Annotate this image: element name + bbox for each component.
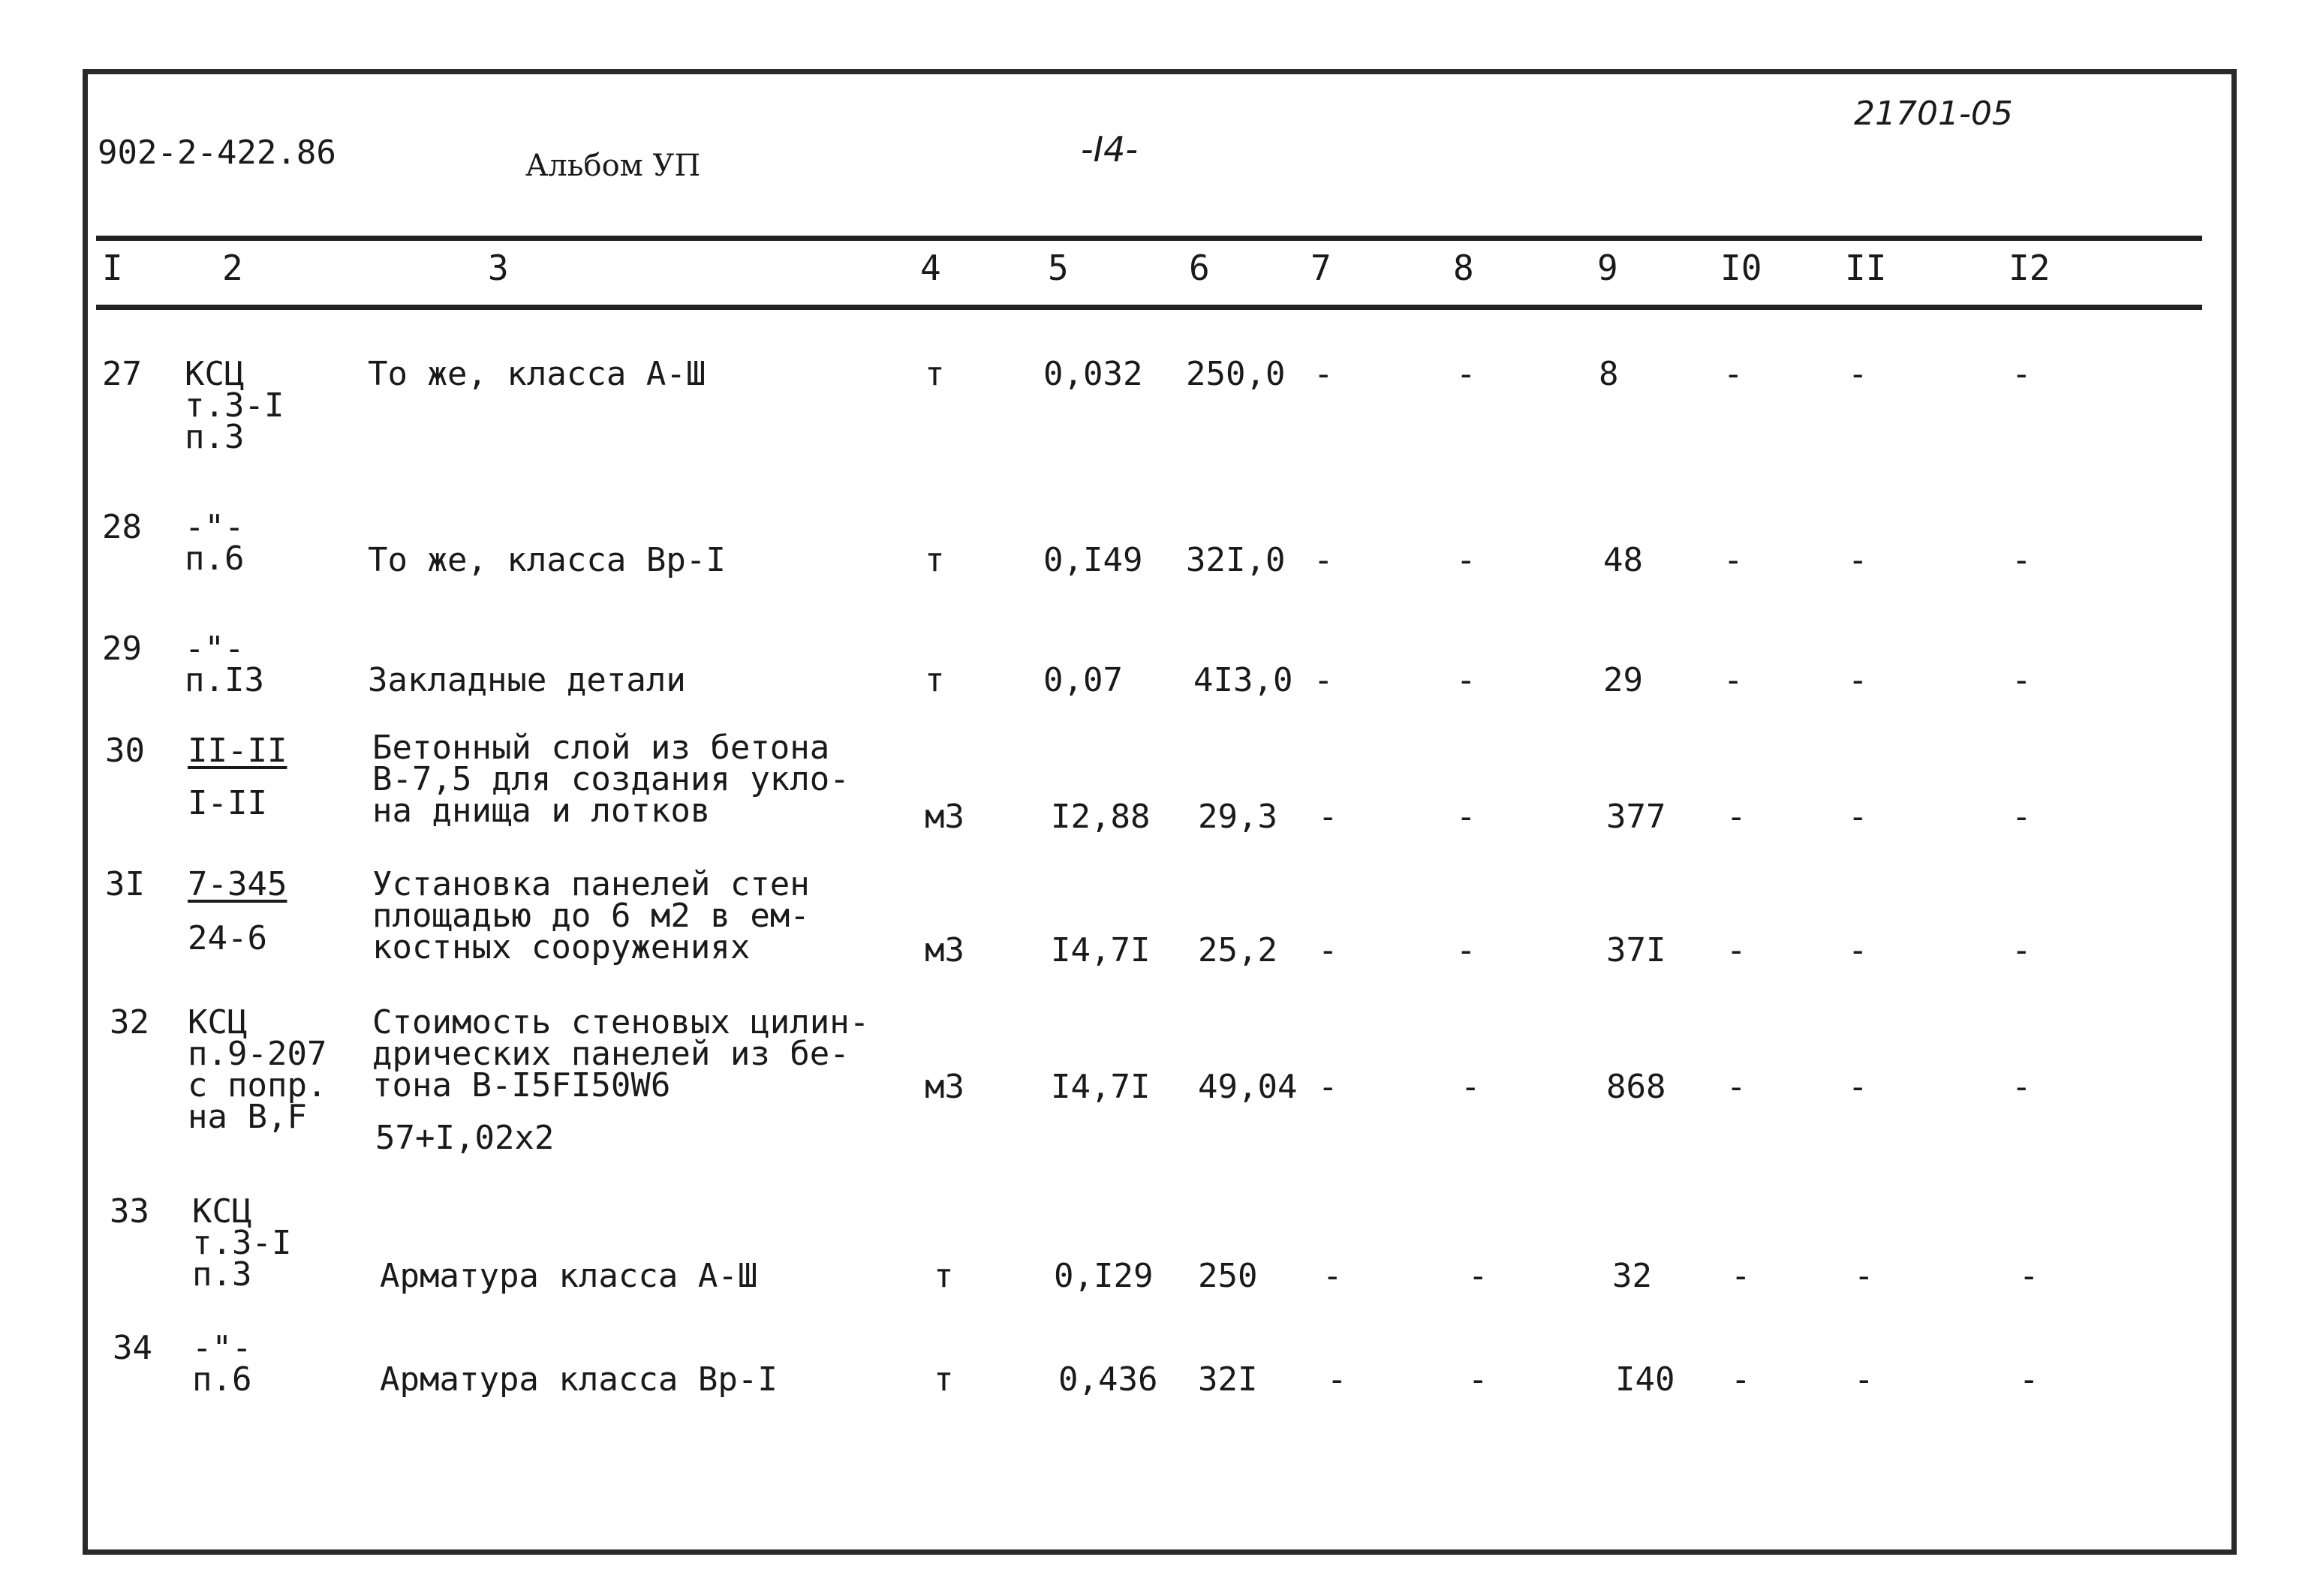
row-reference: КСЦ п.9-207 с попр. на В,F xyxy=(188,1003,327,1136)
row-unit: т xyxy=(934,1257,954,1295)
row-col11: - xyxy=(1848,661,1868,699)
row-col10: - xyxy=(1726,798,1747,836)
row-number: 27 xyxy=(102,355,142,393)
row-price: 32I xyxy=(1198,1360,1258,1399)
row-col10: - xyxy=(1723,541,1744,579)
row-col7: - xyxy=(1318,1068,1338,1106)
row-col11: - xyxy=(1848,541,1868,579)
row-reference: КСЦ т.3-I п.3 xyxy=(192,1192,292,1294)
row-price: 4I3,0 xyxy=(1193,661,1293,699)
row-quantity: I4,7I xyxy=(1051,931,1151,969)
row-col7: - xyxy=(1313,355,1334,393)
row-quantity: I2,88 xyxy=(1051,798,1151,836)
row-reference: -"- п.6 xyxy=(192,1329,252,1399)
row-col10: - xyxy=(1723,661,1744,699)
row-col12: - xyxy=(2012,798,2032,836)
row-number: 32 xyxy=(110,1003,149,1041)
col-header-12: I2 xyxy=(2009,248,2051,288)
row-col9: 377 xyxy=(1606,798,1666,836)
row-col7: - xyxy=(1318,798,1338,836)
row-unit: т xyxy=(925,541,945,579)
inventory-number: 21701-05 xyxy=(1854,95,2013,133)
row-quantity: 0,I49 xyxy=(1043,541,1143,579)
row-col11: - xyxy=(1848,355,1868,393)
row-col7: - xyxy=(1323,1257,1343,1295)
row-col9: 48 xyxy=(1603,541,1643,579)
row-col9: 29 xyxy=(1603,661,1643,699)
row-col7: - xyxy=(1313,661,1334,699)
col-header-1: I xyxy=(102,248,123,288)
row-number: 34 xyxy=(113,1329,152,1367)
row-price: 32I,0 xyxy=(1186,541,1286,579)
col-header-4: 4 xyxy=(920,248,941,288)
row-reference: КСЦ т.3-I п.3 xyxy=(185,355,284,456)
col-header-6: 6 xyxy=(1189,248,1210,288)
row-description: То же, класса А-Ш xyxy=(368,355,706,393)
row-reference-bottom: 24-6 xyxy=(188,919,267,957)
row-description: Арматура класса А-Ш xyxy=(380,1257,758,1295)
row-unit: т xyxy=(925,355,945,393)
row-col9: 8 xyxy=(1599,355,1619,393)
row-number: 28 xyxy=(102,508,142,546)
row-col8: - xyxy=(1456,661,1476,699)
row-description: Стоимость стеновых цилин- дрических панелей из бе- тона В-I5FI50W6 xyxy=(372,1003,870,1105)
row-col10: - xyxy=(1723,355,1744,393)
page-number: -I4- xyxy=(1081,129,1139,170)
row-col8: - xyxy=(1456,541,1476,579)
row-description: То же, класса Вр-I xyxy=(368,541,726,579)
row-price: 250,0 xyxy=(1186,355,1286,393)
row-quantity: 0,07 xyxy=(1043,661,1123,699)
row-number: 3I xyxy=(105,865,145,903)
doc-code: 902-2-422.86 xyxy=(98,134,336,172)
row-col12: - xyxy=(2012,541,2032,579)
row-col10: - xyxy=(1731,1257,1751,1295)
row-col7: - xyxy=(1318,931,1338,969)
row-col10: - xyxy=(1726,931,1747,969)
row-col8: - xyxy=(1468,1360,1488,1399)
row-number: 29 xyxy=(102,630,142,668)
row-reference-top: II-II xyxy=(188,732,287,770)
col-header-7: 7 xyxy=(1310,248,1332,288)
row-col11: - xyxy=(1848,1068,1868,1106)
row-col10: - xyxy=(1726,1068,1747,1106)
row-reference-bottom: I-II xyxy=(188,784,267,822)
row-quantity: 0,032 xyxy=(1043,355,1143,393)
row-reference: -"- п.I3 xyxy=(185,630,264,699)
row-col10: - xyxy=(1731,1360,1751,1399)
row-description: Установка панелей стен площадью до 6 м2 в ем- костных сооружениях xyxy=(372,865,810,966)
row-col12: - xyxy=(2012,1068,2032,1106)
row-price: 250 xyxy=(1198,1257,1258,1295)
row-col12: - xyxy=(2019,1360,2039,1399)
row-quantity: I4,7I xyxy=(1051,1068,1151,1106)
row-col8: - xyxy=(1468,1257,1488,1295)
col-header-8: 8 xyxy=(1453,248,1474,288)
row-col9: 37I xyxy=(1606,931,1666,969)
row-unit: т xyxy=(925,661,945,699)
row-description: Закладные детали xyxy=(368,661,686,699)
col-header-9: 9 xyxy=(1597,248,1618,288)
row-number: 30 xyxy=(105,732,145,770)
row-description-extra: 57+I,02х2 xyxy=(375,1119,555,1157)
row-col12: - xyxy=(2012,355,2032,393)
row-description: Бетонный слой из бетона В-7,5 для создания укло- на днища и лотков xyxy=(372,729,850,830)
row-col12: - xyxy=(2019,1257,2039,1295)
row-col11: - xyxy=(1848,798,1868,836)
row-reference-top: 7-345 xyxy=(188,865,287,903)
row-col8: - xyxy=(1456,355,1476,393)
row-price: 25,2 xyxy=(1198,931,1277,969)
row-unit: т xyxy=(934,1360,954,1399)
row-col12: - xyxy=(2012,931,2032,969)
row-quantity: 0,436 xyxy=(1058,1360,1158,1399)
row-price: 29,3 xyxy=(1198,798,1277,836)
col-header-3: 3 xyxy=(488,248,509,288)
row-number: 33 xyxy=(110,1192,149,1231)
col-header-5: 5 xyxy=(1048,248,1069,288)
row-quantity: 0,I29 xyxy=(1054,1257,1154,1295)
row-col8: - xyxy=(1456,931,1476,969)
album-label: Альбом УП xyxy=(525,149,701,183)
row-col8: - xyxy=(1461,1068,1481,1106)
header-rule-top xyxy=(96,236,2202,241)
row-col8: - xyxy=(1456,798,1476,836)
row-price: 49,04 xyxy=(1198,1068,1298,1106)
col-header-11: II xyxy=(1845,248,1887,288)
row-description: Арматура класса Вр-I xyxy=(380,1360,778,1399)
row-unit: м3 xyxy=(925,798,964,836)
row-col7: - xyxy=(1327,1360,1347,1399)
col-header-2: 2 xyxy=(222,248,243,288)
row-col9: 868 xyxy=(1606,1068,1666,1106)
row-col12: - xyxy=(2012,661,2032,699)
header-rule-bottom xyxy=(96,305,2202,310)
row-unit: м3 xyxy=(925,931,964,969)
row-col11: - xyxy=(1848,931,1868,969)
row-col9: I40 xyxy=(1615,1360,1675,1399)
col-header-10: I0 xyxy=(1720,248,1762,288)
row-col11: - xyxy=(1854,1257,1874,1295)
row-unit: м3 xyxy=(925,1068,964,1106)
row-col11: - xyxy=(1854,1360,1874,1399)
row-reference: -"- п.6 xyxy=(185,508,245,578)
row-col7: - xyxy=(1313,541,1334,579)
row-col9: 32 xyxy=(1612,1257,1652,1295)
